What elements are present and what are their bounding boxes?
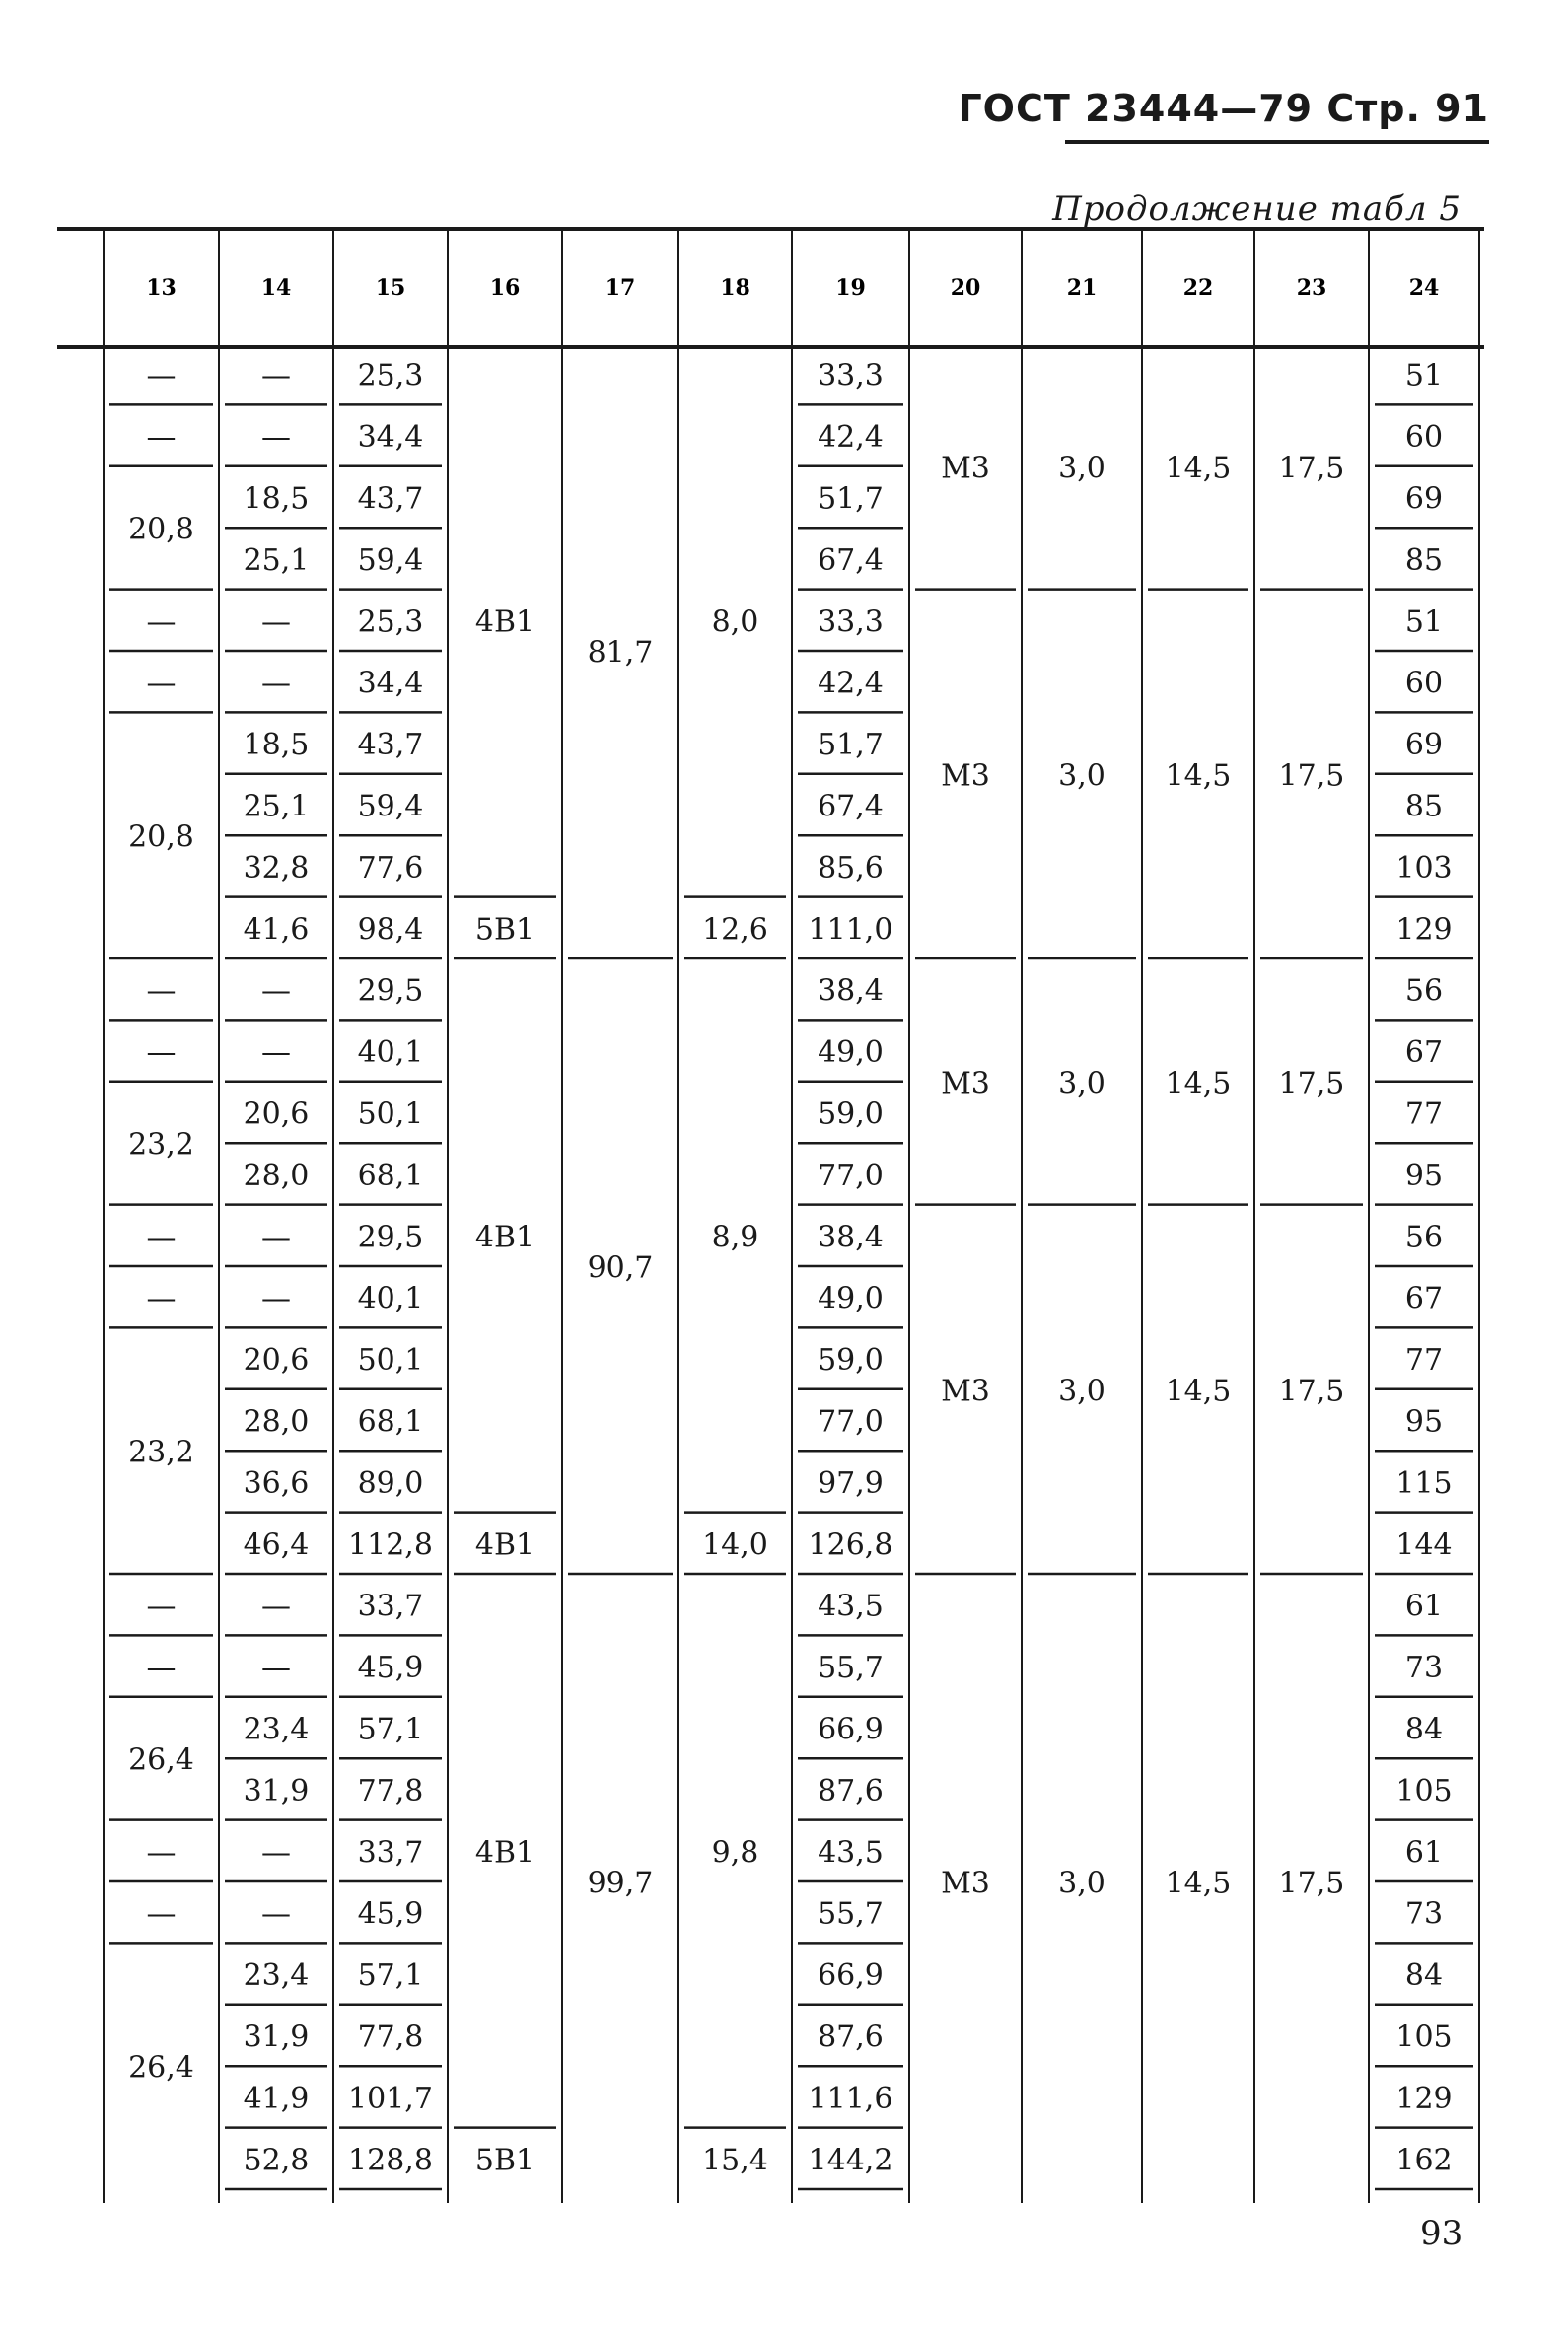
table-cell: 45,9: [357, 1896, 424, 1932]
table-cell: 33,3: [818, 358, 884, 393]
table-cell: —: [146, 1281, 177, 1316]
table-cell: 77: [1404, 1343, 1444, 1379]
column-header-22: 22: [1182, 275, 1214, 301]
table-cell: —: [146, 358, 177, 393]
table-cell: 126,8: [808, 1527, 893, 1563]
table-cell: 31,9: [243, 1773, 310, 1808]
table-cell: 23,4: [243, 1712, 310, 1747]
table-cell: —: [261, 604, 291, 640]
table-cell: 101,7: [348, 2081, 433, 2116]
merged-cell: 23,2: [128, 1127, 194, 1163]
table-cell: 52,8: [243, 2143, 310, 2178]
table-cell: 55,7: [818, 1651, 884, 1686]
merged-cell: 23,2: [128, 1435, 194, 1470]
table-cell: —: [261, 1220, 291, 1255]
table-cell: 66,9: [818, 1712, 884, 1747]
table-cell: 41,9: [243, 2081, 310, 2116]
table-cell: 95: [1404, 1158, 1444, 1193]
table-cell: 18,5: [243, 481, 310, 517]
table-cell: 77,8: [357, 1773, 424, 1808]
table-cell: 87,6: [818, 2020, 884, 2055]
column-header-14: 14: [260, 275, 292, 301]
merged-cell: 8,9: [711, 1220, 759, 1255]
table-cell: 67,4: [818, 542, 884, 578]
merged-cell: М3: [941, 451, 990, 486]
table-cell: 51: [1404, 604, 1444, 640]
table-cell: —: [146, 973, 177, 1009]
table-cell: 49,0: [818, 1035, 884, 1071]
table-cell: 67,4: [818, 789, 884, 824]
table-cell: 25,3: [357, 604, 424, 640]
merged-cell: М3: [941, 1066, 990, 1101]
merged-cell: 17,5: [1278, 1066, 1345, 1101]
table-cell: 69: [1404, 728, 1444, 763]
merged-cell: 4В1: [474, 1527, 535, 1563]
merged-cell: 26,4: [128, 2050, 194, 2086]
merged-cell: М3: [941, 1866, 990, 1901]
merged-cell: 8,0: [711, 604, 759, 640]
table-cell: —: [261, 973, 291, 1009]
merged-cell: 14,5: [1165, 758, 1232, 794]
table-cell: 59,4: [357, 789, 424, 824]
table-cell: 33,7: [357, 1835, 424, 1871]
table-cell: —: [261, 666, 291, 701]
table-cell: 29,5: [357, 1220, 424, 1255]
table-cell: —: [146, 604, 177, 640]
merged-cell: 90,7: [587, 1250, 654, 1286]
column-header-24: 24: [1408, 275, 1440, 301]
column-header-17: 17: [605, 275, 636, 301]
table-cell: 18,5: [243, 728, 310, 763]
table-cell: 57,1: [357, 1712, 424, 1747]
table-cell: 111,6: [808, 2081, 893, 2116]
merged-cell: 20,8: [128, 512, 194, 547]
table-cell: 84: [1404, 1712, 1444, 1747]
table-cell: —: [146, 420, 177, 456]
table-cell: —: [146, 1220, 177, 1255]
table-cell: 97,9: [818, 1465, 884, 1501]
table-cell: 129: [1395, 2081, 1453, 2116]
table-cell: 40,1: [357, 1281, 424, 1316]
merged-cell: М3: [941, 758, 990, 794]
merged-cell: 4В1: [474, 1835, 535, 1871]
table-cell: 33,7: [357, 1589, 424, 1624]
table-cell: 68,1: [357, 1404, 424, 1440]
table-cell: —: [261, 1589, 291, 1624]
table-cell: 51: [1404, 358, 1444, 393]
merged-cell: 3,0: [1058, 1866, 1105, 1901]
table-cell: 38,4: [818, 1220, 884, 1255]
table-cell: 162: [1395, 2143, 1453, 2178]
page-number: 93: [1420, 2214, 1463, 2253]
table-cell: 61: [1404, 1589, 1444, 1624]
table-cell: 77,6: [357, 850, 424, 886]
table-cell: 84: [1404, 1958, 1444, 1994]
table-cell: 20,6: [243, 1343, 310, 1379]
table-cell: 77,0: [818, 1404, 884, 1440]
table-cell: 85: [1404, 542, 1444, 578]
column-header-16: 16: [489, 275, 521, 301]
table-cell: 60: [1404, 666, 1444, 701]
merged-cell: 26,4: [128, 1742, 194, 1778]
table-cell: —: [146, 1835, 177, 1871]
merged-cell: 9,8: [711, 1835, 759, 1871]
table-cell: 85,6: [818, 850, 884, 886]
table-cell: 29,5: [357, 973, 424, 1009]
table-cell: —: [261, 1835, 291, 1871]
table-cell: 98,4: [357, 912, 424, 948]
table-cell: —: [146, 1035, 177, 1071]
table-cell: 59,0: [818, 1343, 884, 1379]
table-cell: 49,0: [818, 1281, 884, 1316]
table-cell: 25,3: [357, 358, 424, 393]
merged-cell: 5В1: [474, 2143, 535, 2178]
table-cell: 50,1: [357, 1343, 424, 1379]
table-cell: 20,6: [243, 1097, 310, 1132]
page-header: ГОСТ 23444—79 Стр. 91: [958, 87, 1489, 130]
table-cell: —: [146, 1896, 177, 1932]
table-cell: 77: [1404, 1097, 1444, 1132]
table-cell: 144: [1395, 1527, 1453, 1563]
table-cell: 77,0: [818, 1158, 884, 1193]
table-cell: 51,7: [818, 728, 884, 763]
merged-cell: 99,7: [587, 1866, 654, 1901]
table-cell: 105: [1395, 1773, 1453, 1808]
column-header-13: 13: [146, 275, 177, 301]
table-cell: 128,8: [348, 2143, 433, 2178]
table-cell: 46,4: [243, 1527, 310, 1563]
table-cell: 59,0: [818, 1097, 884, 1132]
column-header-20: 20: [950, 275, 981, 301]
merged-cell: 3,0: [1058, 451, 1105, 486]
table-cell: 28,0: [243, 1404, 310, 1440]
table-cell: 115: [1395, 1465, 1453, 1501]
table-cell: 57,1: [357, 1958, 424, 1994]
table-cell: 31,9: [243, 2020, 310, 2055]
merged-cell: 12,6: [702, 912, 768, 948]
table-cell: —: [261, 1281, 291, 1316]
merged-cell: 4В1: [474, 604, 535, 640]
merged-cell: 3,0: [1058, 758, 1105, 794]
merged-cell: 14,5: [1165, 1374, 1232, 1409]
table-cell: 129: [1395, 912, 1453, 948]
column-header-19: 19: [835, 275, 866, 301]
table-cell: —: [261, 358, 291, 393]
table-cell: 105: [1395, 2020, 1453, 2055]
table-cell: 23,4: [243, 1958, 310, 1994]
table-cell: 33,3: [818, 604, 884, 640]
table-cell: 55,7: [818, 1896, 884, 1932]
table-cell: 73: [1404, 1896, 1444, 1932]
merged-cell: 17,5: [1278, 1866, 1345, 1901]
table-cell: 85: [1404, 789, 1444, 824]
table-cell: 87,6: [818, 1773, 884, 1808]
column-header-18: 18: [720, 275, 750, 301]
table-cell: 42,4: [818, 420, 884, 456]
merged-cell: 14,5: [1165, 1066, 1232, 1101]
table-cell: —: [261, 420, 291, 456]
table-caption: Продолжение табл 5: [1052, 189, 1461, 229]
table-cell: 28,0: [243, 1158, 310, 1193]
merged-cell: 5В1: [474, 912, 535, 948]
table-cell: 56: [1404, 1220, 1444, 1255]
table-cell: 77,8: [357, 2020, 424, 2055]
table-cell: 32,8: [243, 850, 310, 886]
table-cell: 56: [1404, 973, 1444, 1009]
merged-cell: М3: [941, 1374, 990, 1409]
table-cell: —: [146, 1651, 177, 1686]
merged-cell: 17,5: [1278, 758, 1345, 794]
table-cell: 43,7: [357, 728, 424, 763]
table-cell: 50,1: [357, 1097, 424, 1132]
column-header-15: 15: [375, 275, 406, 301]
table-cell: 61: [1404, 1835, 1444, 1871]
merged-cell: 20,8: [128, 819, 194, 855]
table-cell: 67: [1404, 1281, 1444, 1316]
merged-cell: 17,5: [1278, 1374, 1345, 1409]
table-cell: 59,4: [357, 542, 424, 578]
table-cell: 42,4: [818, 666, 884, 701]
table-cell: 25,1: [243, 789, 310, 824]
merged-cell: 15,4: [702, 2143, 768, 2178]
table-cell: 95: [1404, 1404, 1444, 1440]
table-cell: —: [146, 666, 177, 701]
table-cell: —: [261, 1651, 291, 1686]
table-cell: 45,9: [357, 1651, 424, 1686]
table-cell: 43,5: [818, 1589, 884, 1624]
merged-cell: 14,5: [1165, 1866, 1232, 1901]
table-cell: 144,2: [808, 2143, 893, 2178]
column-header-23: 23: [1296, 275, 1327, 301]
table-cell: 73: [1404, 1651, 1444, 1686]
table-cell: 60: [1404, 420, 1444, 456]
table-cell: —: [261, 1896, 291, 1932]
merged-cell: 14,0: [702, 1527, 768, 1563]
table-cell: —: [146, 1589, 177, 1624]
table-cell: 68,1: [357, 1158, 424, 1193]
merged-cell: 3,0: [1058, 1374, 1105, 1409]
column-header-21: 21: [1066, 275, 1098, 301]
table-cell: 69: [1404, 481, 1444, 517]
merged-cell: 14,5: [1165, 451, 1232, 486]
table-cell: 111,0: [808, 912, 893, 948]
table-cell: —: [261, 1035, 291, 1071]
table-cell: 51,7: [818, 481, 884, 517]
merged-cell: 81,7: [587, 635, 654, 671]
table-cell: 67: [1404, 1035, 1444, 1071]
table-cell: 34,4: [357, 420, 424, 456]
table-cell: 34,4: [357, 666, 424, 701]
table-cell: 36,6: [243, 1465, 310, 1501]
table-cell: 89,0: [357, 1465, 424, 1501]
table-cell: 66,9: [818, 1958, 884, 1994]
merged-cell: 4В1: [474, 1220, 535, 1255]
table-cell: 43,7: [357, 481, 424, 517]
merged-cell: 3,0: [1058, 1066, 1105, 1101]
table-cell: 41,6: [243, 912, 310, 948]
table-cell: 43,5: [818, 1835, 884, 1871]
table-cell: 25,1: [243, 542, 310, 578]
table-cell: 40,1: [357, 1035, 424, 1071]
table-cell: 38,4: [818, 973, 884, 1009]
table-cell: 103: [1395, 850, 1453, 886]
merged-cell: 17,5: [1278, 451, 1345, 486]
table-cell: 112,8: [348, 1527, 433, 1563]
